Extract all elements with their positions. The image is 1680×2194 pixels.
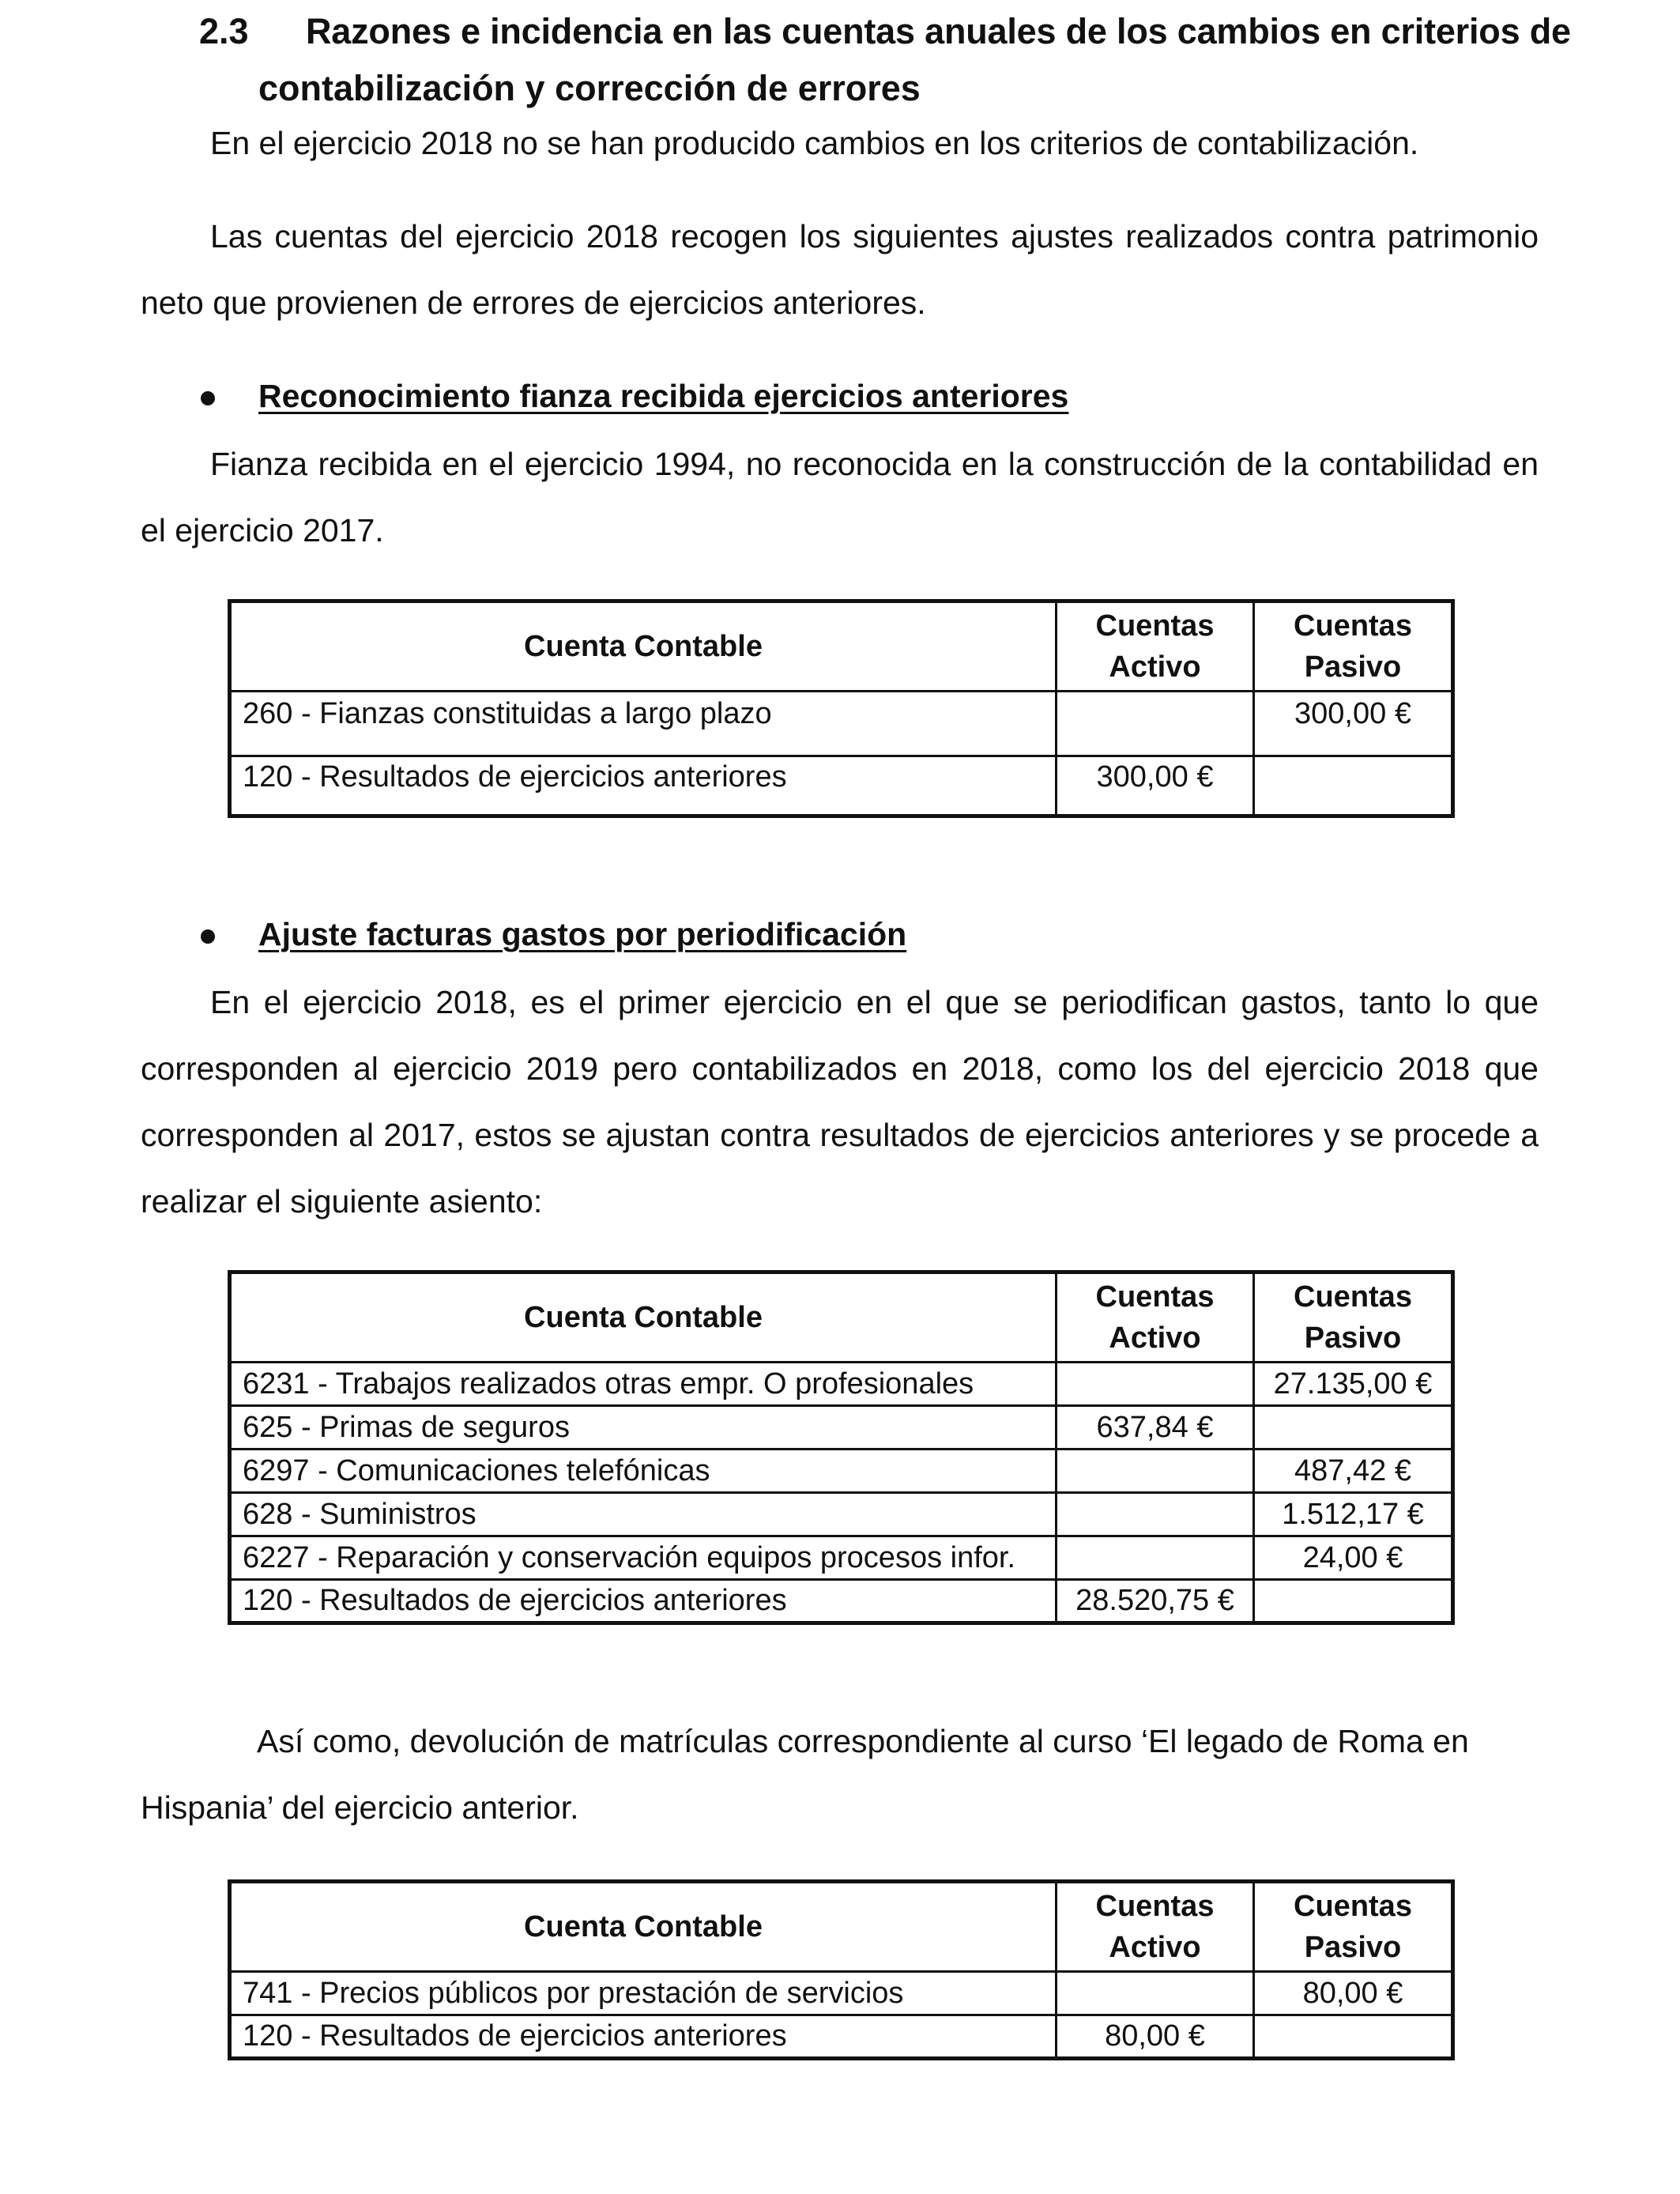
bullet1-title: Reconocimiento fianza recibida ejercicios anteriores [258, 378, 1069, 414]
header-cuentas-activo: Cuentas Activo [1057, 1882, 1254, 1972]
header-cuentas-pasivo: Cuentas Pasivo [1254, 601, 1453, 692]
cell-pasivo [1254, 2015, 1453, 2059]
cell-account: 6227 - Reparación y conservación equipos procesos infor. [230, 1536, 1057, 1580]
closing-text-line2: Hispania’ del ejercicio anterior. [141, 1789, 579, 1826]
intro-paragraph-1: En el ejercicio 2018 no se han producido cambios en los criterios de contabilización. [210, 125, 1419, 161]
bullet-icon [201, 391, 215, 405]
cell-activo: 300,00 € [1057, 756, 1254, 816]
cell-activo [1057, 1493, 1254, 1536]
cell-account: 628 - Suministros [230, 1493, 1057, 1536]
table-row [230, 756, 1453, 816]
section-title-line2: contabilización y corrección de errores [258, 68, 921, 108]
cell-pasivo [1254, 756, 1453, 816]
cell-activo [1057, 1536, 1254, 1580]
closing-text-line1: Así como, devolución de matrículas correspondiente al curso ‘El legado de Roma en [257, 1723, 1469, 1759]
cell-account: 120 - Resultados de ejercicios anteriores [230, 2015, 1057, 2059]
intro-paragraph-2-line1: Las cuentas del ejercicio 2018 recogen los siguientes ajustes realizados contra patrimonio [210, 218, 1539, 254]
cell-pasivo: 27.135,00 € [1254, 1363, 1453, 1406]
header-cuenta-contable: Cuenta Contable [230, 1272, 1057, 1363]
table-fianza [228, 599, 1455, 818]
table-row [230, 692, 1453, 756]
table-row [230, 1449, 1453, 1493]
intro-paragraph-2-line2: neto que provienen de errores de ejercicios anteriores. [141, 285, 926, 321]
cell-activo [1057, 1363, 1254, 1406]
cell-pasivo: 1.512,17 € [1254, 1493, 1453, 1536]
table-row [230, 1493, 1453, 1536]
cell-account: 260 - Fianzas constituidas a largo plazo [230, 692, 1057, 756]
table-row [230, 1580, 1453, 1623]
section-title-line1: Razones e incidencia en las cuentas anuales de los cambios en criterios de [306, 11, 1571, 51]
cell-pasivo [1254, 1580, 1453, 1623]
bullet-icon [201, 929, 215, 944]
table-row [230, 1363, 1453, 1406]
cell-pasivo: 24,00 € [1254, 1536, 1453, 1580]
cell-account: 741 - Precios públicos por prestación de servicios [230, 1972, 1057, 2015]
bullet2-text-line4: realizar el siguiente asiento: [141, 1183, 543, 1220]
cell-account: 120 - Resultados de ejercicios anteriores [230, 756, 1057, 816]
header-cuentas-pasivo: Cuentas Pasivo [1254, 1272, 1453, 1363]
table-row [230, 2015, 1453, 2059]
cell-account: 625 - Primas de seguros [230, 1406, 1057, 1449]
bullet2-title: Ajuste facturas gastos por periodificación [258, 916, 907, 952]
bullet1-text-line2: el ejercicio 2017. [141, 512, 384, 548]
header-cuentas-activo: Cuentas Activo [1057, 601, 1254, 692]
cell-activo [1057, 1449, 1254, 1493]
cell-account: 120 - Resultados de ejercicios anteriores [230, 1580, 1057, 1623]
header-cuenta-contable: Cuenta Contable [230, 1882, 1057, 1972]
table-row [230, 1536, 1453, 1580]
cell-pasivo: 487,42 € [1254, 1449, 1453, 1493]
section-number: 2.3 [199, 11, 249, 51]
header-cuenta-contable: Cuenta Contable [230, 601, 1057, 692]
cell-account: 6231 - Trabajos realizados otras empr. O profesionales [230, 1363, 1057, 1406]
table-periodificacion [228, 1270, 1455, 1625]
cell-activo: 637,84 € [1057, 1406, 1254, 1449]
table-row [230, 1406, 1453, 1449]
cell-activo [1057, 692, 1254, 756]
cell-pasivo: 80,00 € [1254, 1972, 1453, 2015]
bullet2-text-line1: En el ejercicio 2018, es el primer ejercicio en el que se periodifican gastos, tanto lo que [210, 984, 1539, 1020]
cell-activo [1057, 1972, 1254, 2015]
header-cuentas-pasivo: Cuentas Pasivo [1254, 1882, 1453, 1972]
cell-activo: 28.520,75 € [1057, 1580, 1254, 1623]
cell-pasivo [1254, 1406, 1453, 1449]
cell-activo: 80,00 € [1057, 2015, 1254, 2059]
header-cuentas-activo: Cuentas Activo [1057, 1272, 1254, 1363]
bullet2-text-line3: corresponden al 2017, estos se ajustan contra resultados de ejercicios anteriores y se procede a [141, 1117, 1539, 1153]
cell-account: 6297 - Comunicaciones telefónicas [230, 1449, 1057, 1493]
bullet1-text-line1: Fianza recibida en el ejercicio 1994, no reconocida en la construcción de la contabilidad en [210, 446, 1539, 482]
bullet2-text-line2: corresponden al ejercicio 2019 pero contabilizados en 2018, como los del ejercicio 2018 que [141, 1050, 1539, 1087]
table-row [230, 1972, 1453, 2015]
table-devolucion-matriculas [228, 1879, 1455, 2060]
cell-pasivo: 300,00 € [1254, 692, 1453, 756]
